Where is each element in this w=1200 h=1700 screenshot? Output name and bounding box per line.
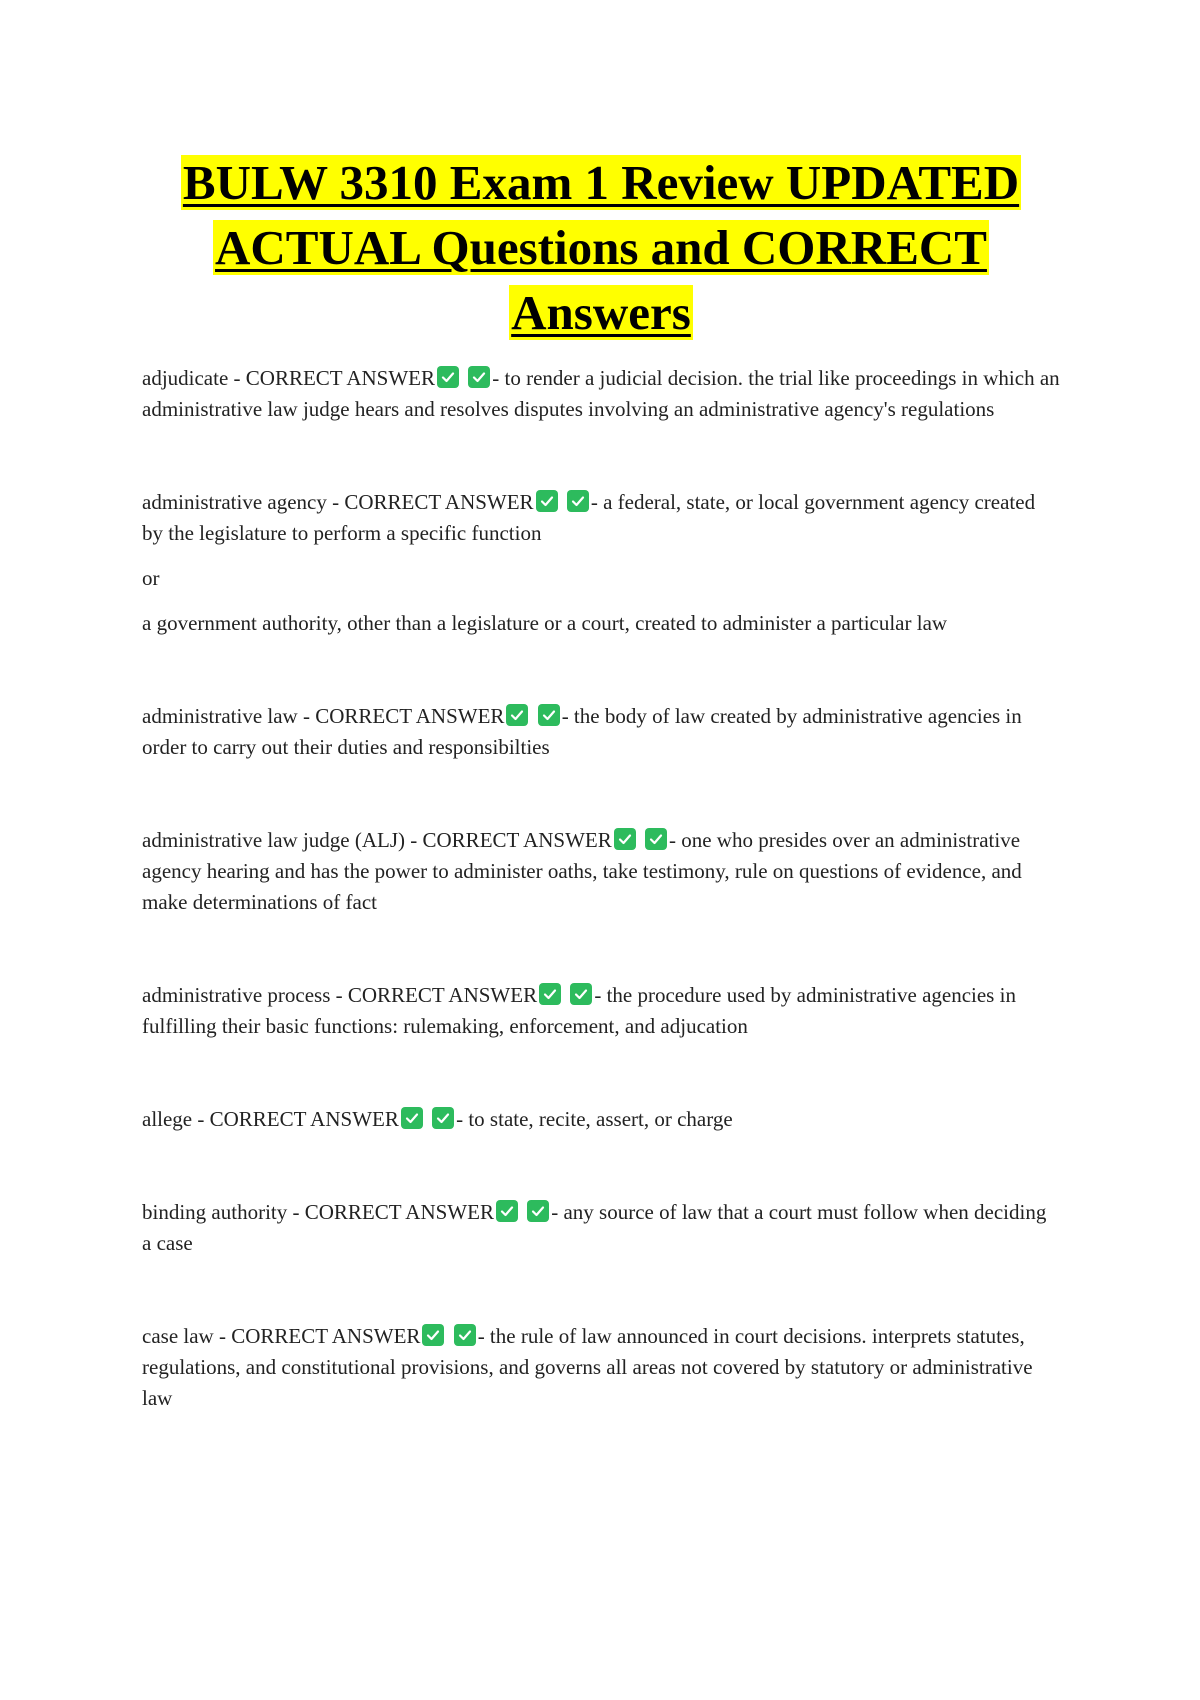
check-mark-icon: [570, 983, 592, 1005]
check-mark-icon: [614, 828, 636, 850]
entry-term: administrative law judge (ALJ) - CORRECT ANSWER: [142, 828, 612, 852]
check-mark-icon: [645, 828, 667, 850]
check-mark-icon: [432, 1107, 454, 1129]
entry-case-law: [142, 1321, 1060, 1414]
check-mark-icon: [496, 1200, 518, 1222]
check-mark-icon: [536, 490, 558, 512]
entry-definition: - the body of law created by administrative agencies in order to carry out their duties and responsibilties: [142, 704, 1022, 759]
document-title: [142, 150, 1060, 345]
entry-definition: - a federal, state, or local government agency created by the legislature to perform a specific function: [142, 490, 1036, 545]
entry-term: allege - CORRECT ANSWER: [142, 1107, 399, 1131]
entry-administrative-law-judge: [142, 825, 1060, 918]
entry-administrative-process: [142, 980, 1060, 1042]
entry-term: administrative law - CORRECT ANSWER: [142, 704, 505, 728]
entry-adjudicate: [142, 363, 1060, 425]
check-mark-icon: [527, 1200, 549, 1222]
entry-term: case law - CORRECT ANSWER: [142, 1324, 421, 1348]
entry-allege: [142, 1104, 1060, 1135]
entry-definition: - one who presides over an administrative agency hearing and has the power to administer oaths, take testimony, rule on questions of evidence, and make determinations of fact: [142, 828, 1022, 914]
check-mark-icon: [539, 983, 561, 1005]
entry-or: or: [142, 566, 160, 590]
check-mark-icon: [468, 366, 490, 388]
entry-term: administrative agency - CORRECT ANSWER: [142, 490, 534, 514]
check-mark-icon: [538, 704, 560, 726]
check-mark-icon: [401, 1107, 423, 1129]
entry-definition: - the rule of law announced in court decisions. interprets statutes, regulations, and constitutional provisions, and governs all areas not covered by statutory or administrative law: [142, 1324, 1033, 1410]
entry-administrative-law: [142, 701, 1060, 763]
entry-definition: - to render a judicial decision. the trial like proceedings in which an administrative law judge hears and resolves disputes involving an administrative agency's regulations: [142, 366, 1060, 421]
check-mark-icon: [454, 1324, 476, 1346]
document-page: [142, 150, 1060, 1414]
entry-definition: - the procedure used by administrative agencies in fulfilling their basic functions: rulemaking, enforcement, and adjucation: [142, 983, 1016, 1038]
entry-term: binding authority - CORRECT ANSWER: [142, 1200, 494, 1224]
entry-binding-authority: [142, 1197, 1060, 1259]
entry-administrative-agency: [142, 487, 1060, 549]
entry-alt-definition: a government authority, other than a legislature or a court, created to administer a particular law: [142, 611, 948, 635]
title-line-1: BULW 3310 Exam 1 Review UPDATED: [182, 155, 1020, 210]
entry-term: administrative process - CORRECT ANSWER: [142, 983, 538, 1007]
check-mark-icon: [437, 366, 459, 388]
title-line-2: ACTUAL Questions and CORRECT: [215, 220, 987, 275]
entry-term: adjudicate - CORRECT ANSWER: [142, 366, 436, 390]
check-mark-icon: [567, 490, 589, 512]
check-mark-icon: [422, 1324, 444, 1346]
entry-definition: - any source of law that a court must follow when deciding a case: [142, 1200, 1047, 1255]
title-line-3: Answers: [511, 285, 691, 340]
entry-definition: - to state, recite, assert, or charge: [456, 1107, 733, 1131]
check-mark-icon: [506, 704, 528, 726]
